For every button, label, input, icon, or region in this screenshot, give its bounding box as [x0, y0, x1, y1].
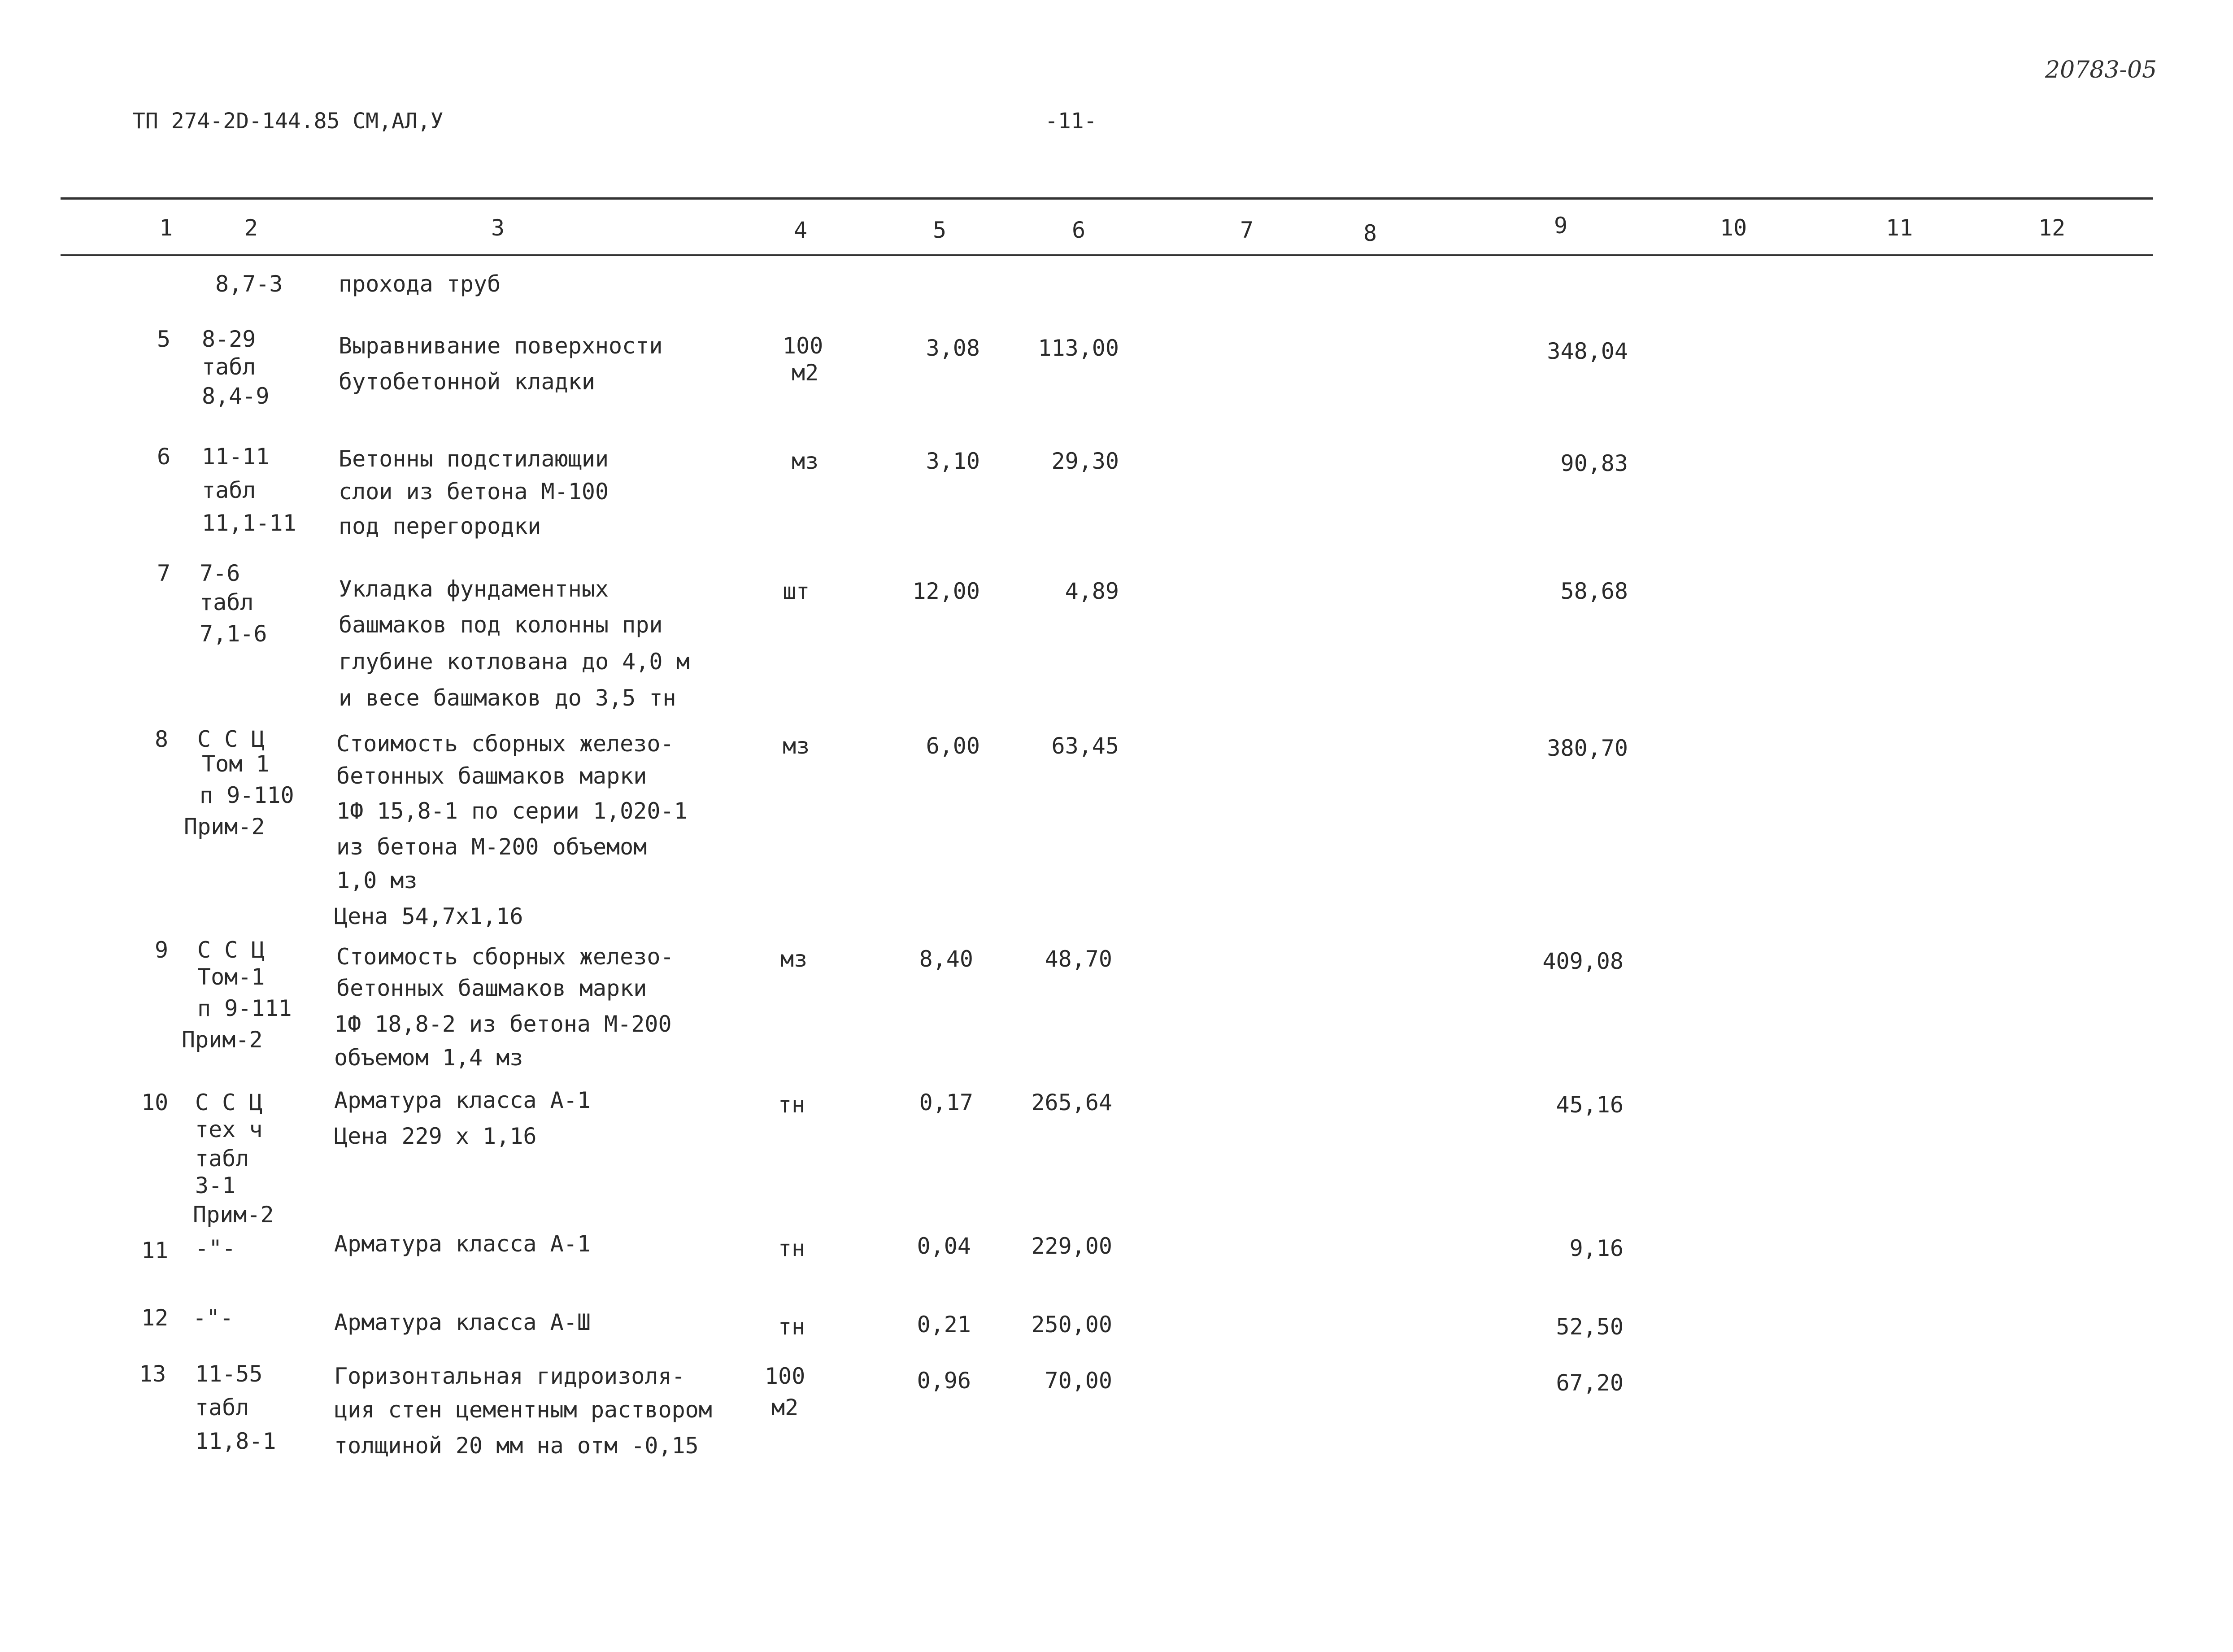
row-description: и весе башмаков до 3,5 тн — [339, 685, 676, 711]
row-code: 11,8-1 — [195, 1428, 276, 1454]
row-description: 1Ф 15,8-1 по серии 1,020-1 — [336, 798, 688, 824]
row-code: тех ч — [195, 1116, 263, 1142]
row-code: 8,4-9 — [202, 383, 270, 409]
row-total: 409,08 — [1542, 948, 1624, 974]
row-code: 7,1-6 — [200, 621, 267, 647]
row-quantity: 0,96 — [917, 1368, 971, 1394]
column-header: 11 — [1886, 215, 1913, 241]
column-header: 4 — [794, 217, 808, 243]
row-quantity: 0,21 — [917, 1312, 971, 1338]
column-header: 3 — [491, 215, 505, 241]
row-unit: шт — [783, 578, 810, 604]
row-price: 250,00 — [1031, 1312, 1112, 1338]
row-total: 58,68 — [1560, 578, 1628, 604]
row-number: 12 — [141, 1305, 169, 1331]
row-unit: мз — [792, 448, 819, 474]
row-price: 113,00 — [1038, 335, 1119, 361]
row-quantity: 0,04 — [917, 1233, 971, 1259]
row-description: Стоимость сборных железо- — [336, 731, 674, 757]
row-number: 7 — [157, 560, 171, 586]
page-number: -11- — [1045, 109, 1097, 134]
row-unit: 100 — [765, 1363, 805, 1389]
row-description: Арматура класса А-1 — [334, 1087, 591, 1113]
row-quantity: 12,00 — [912, 578, 980, 604]
row-code: 11,1-11 — [202, 510, 296, 536]
row-description: Цена 54,7х1,16 — [334, 903, 523, 929]
row-number: 8 — [155, 726, 169, 752]
row-code: Прим-2 — [184, 814, 265, 840]
row-code: С С Ц — [197, 726, 265, 752]
row-price: 29,30 — [1051, 448, 1119, 474]
row-quantity: 6,00 — [926, 733, 980, 759]
row-code: -"- — [193, 1305, 234, 1331]
row-total: 52,50 — [1556, 1314, 1624, 1340]
row-code: Том-1 — [197, 964, 265, 990]
row-unit: 100 — [783, 333, 823, 359]
row-quantity: 8,40 — [919, 946, 973, 972]
column-header: 9 — [1554, 213, 1568, 239]
column-header: 8 — [1363, 220, 1377, 246]
row-total: 348,04 — [1547, 338, 1628, 364]
row-unit: м2 — [792, 360, 819, 386]
row-quantity: 3,10 — [926, 448, 980, 474]
row-description: Цена 229 х 1,16 — [334, 1123, 537, 1149]
row-code: Прим-2 — [182, 1027, 263, 1053]
row-code: С С Ц — [197, 937, 265, 963]
row-code: Прим-2 — [193, 1202, 274, 1228]
row-number: 11 — [141, 1238, 169, 1264]
row-description: Бетонны подстилающии — [339, 446, 609, 472]
row-total: 380,70 — [1547, 735, 1628, 761]
row-code: Том 1 — [202, 751, 270, 777]
row-number: 10 — [141, 1090, 169, 1116]
row-description: Укладка фундаментных — [339, 576, 609, 602]
row-description: под перегородки — [339, 513, 541, 539]
row-unit: тн — [778, 1092, 805, 1118]
column-header: 12 — [2038, 215, 2066, 241]
column-header: 7 — [1240, 217, 1254, 243]
archive-number: 20783-05 — [2045, 57, 2157, 83]
row-code: табл — [195, 1146, 249, 1172]
row-description: толщиной 20 мм на отм -0,15 — [334, 1433, 699, 1459]
row-description: глубине котлована до 4,0 м — [339, 649, 690, 675]
row-price: 70,00 — [1045, 1368, 1112, 1394]
row-description: Стоимость сборных железо- — [336, 944, 674, 970]
row-number: 9 — [155, 937, 169, 963]
row-unit: мз — [783, 733, 810, 759]
row-code: 11-11 — [202, 444, 270, 470]
row-code: табл — [200, 589, 254, 615]
row-price: 48,70 — [1045, 946, 1112, 972]
row-description: Арматура класса А-Ш — [334, 1309, 591, 1335]
row-number: 13 — [139, 1361, 166, 1387]
column-header: 10 — [1720, 215, 1747, 241]
row-code: 3-1 — [195, 1173, 236, 1199]
row-unit: тн — [778, 1235, 805, 1261]
row-description: Горизонтальная гидроизоля- — [334, 1363, 685, 1389]
row-description: бетонных башмаков марки — [336, 975, 647, 1001]
row-description: слои из бетона М-100 — [339, 479, 609, 505]
row-code: 11-55 — [195, 1361, 263, 1387]
row-description: бутобетонной кладки — [339, 369, 595, 395]
column-header: 2 — [244, 215, 258, 241]
row-unit: мз — [780, 946, 808, 972]
row-total: 67,20 — [1556, 1370, 1624, 1396]
row-quantity: 3,08 — [926, 335, 980, 361]
document-code: ТП 274-2D-144.85 СМ,АЛ,У — [132, 109, 444, 134]
row-price: 4,89 — [1065, 578, 1119, 604]
row-code: табл — [195, 1395, 249, 1421]
row-code: табл — [202, 354, 256, 380]
row-total: 90,83 — [1560, 450, 1628, 476]
row-unit: тн — [778, 1314, 805, 1340]
row-code: п 9-110 — [200, 782, 294, 808]
row-number: 6 — [157, 444, 171, 470]
row-price: 229,00 — [1031, 1233, 1112, 1259]
row-code: 8-29 — [202, 326, 256, 352]
row-code: -"- — [195, 1235, 236, 1261]
column-header: 1 — [159, 215, 173, 241]
row-total: 9,16 — [1569, 1235, 1624, 1261]
row-code: табл — [202, 477, 256, 503]
row-description: прохода труб — [339, 271, 501, 297]
row-description: Выравнивание поверхности — [339, 333, 663, 359]
row-description: Арматура класса А-1 — [334, 1231, 591, 1257]
row-description: бетонных башмаков марки — [336, 763, 647, 789]
row-total: 45,16 — [1556, 1092, 1624, 1118]
row-code: 8,7-3 — [215, 271, 283, 297]
row-quantity: 0,17 — [919, 1090, 973, 1116]
row-price: 63,45 — [1051, 733, 1119, 759]
table-top-rule — [61, 197, 2153, 200]
row-description: объемом 1,4 мз — [334, 1045, 523, 1071]
row-description: из бетона М-200 объемом — [336, 834, 647, 860]
row-description: башмаков под колонны при — [339, 612, 663, 638]
row-code: п 9-111 — [197, 995, 292, 1021]
row-description: ция стен цементным раствором — [334, 1397, 712, 1423]
column-header: 6 — [1072, 217, 1086, 243]
row-code: С С Ц — [195, 1090, 263, 1116]
row-price: 265,64 — [1031, 1090, 1112, 1116]
row-code: 7-6 — [200, 560, 240, 586]
row-description: 1,0 мз — [336, 867, 418, 894]
column-header: 5 — [933, 217, 947, 243]
row-number: 5 — [157, 326, 171, 352]
header-bottom-rule — [61, 254, 2153, 256]
row-unit: м2 — [771, 1395, 799, 1421]
row-description: 1Ф 18,8-2 из бетона М-200 — [334, 1011, 672, 1037]
